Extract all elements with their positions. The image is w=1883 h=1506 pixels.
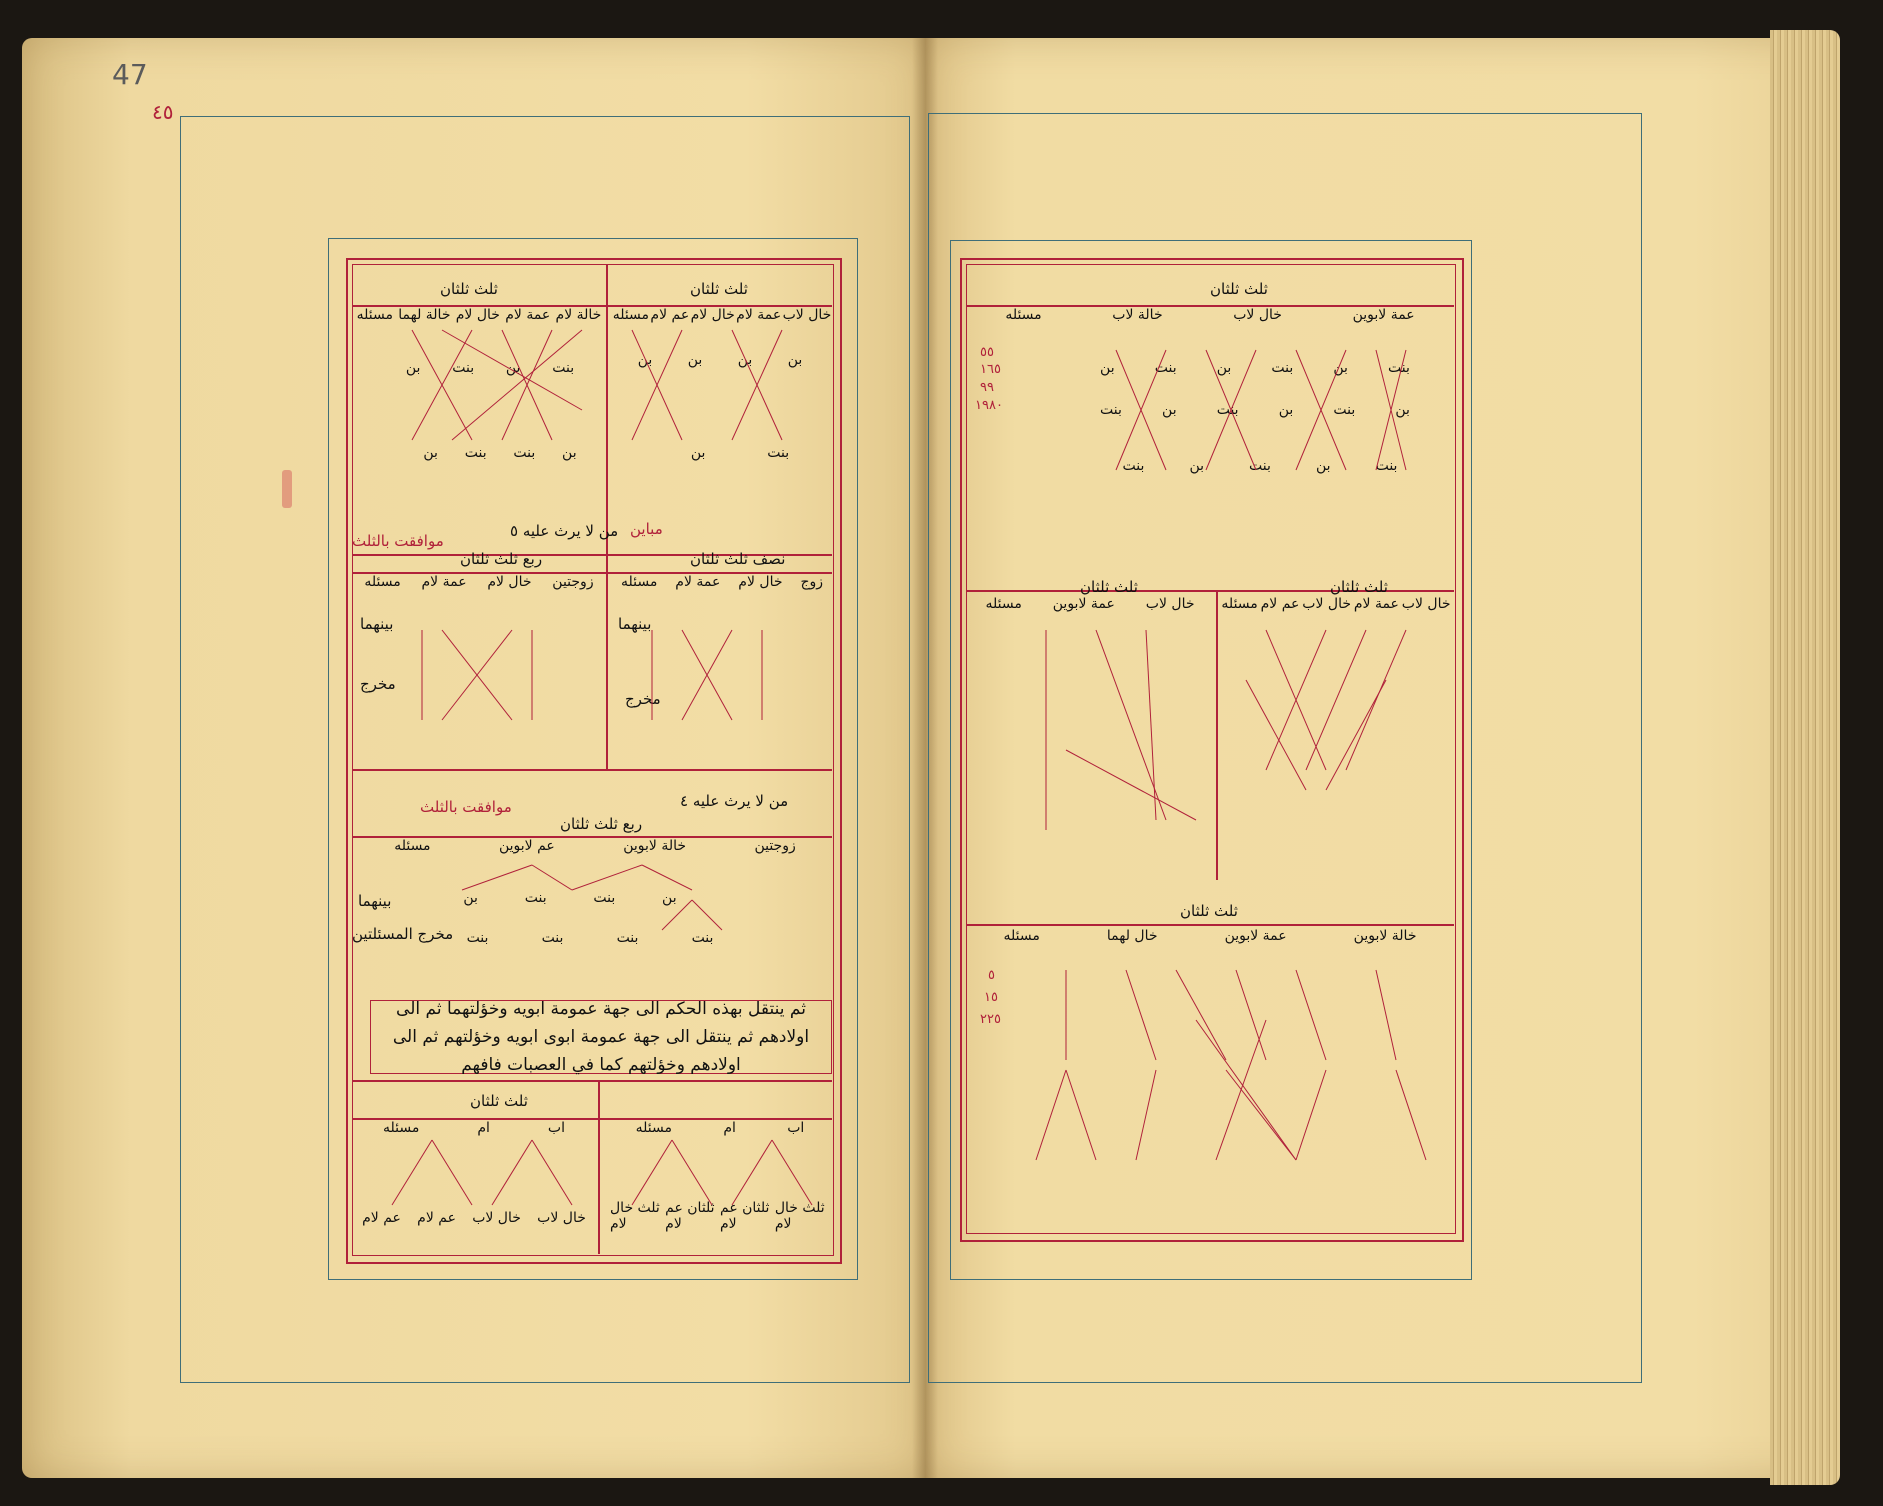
- descendant-label: بنت: [452, 360, 475, 376]
- panel4-right-headers: [610, 1120, 830, 1136]
- heir-label: اب: [787, 1120, 805, 1136]
- heir-label: خال لاب: [1401, 596, 1451, 612]
- rp3-header: ثلث ثلثان: [1180, 902, 1238, 920]
- descendant-label: بنت: [1333, 402, 1356, 418]
- descendant-label: بن: [1278, 402, 1294, 418]
- descendant-label: بن: [737, 352, 753, 368]
- note-mubayin: مباين: [630, 520, 663, 538]
- rp1-heirs: [970, 307, 1450, 323]
- rp2-bottom-line: [966, 924, 1454, 926]
- descendant-label: بنت: [593, 890, 616, 906]
- heir-label: عم لابوين: [498, 838, 555, 854]
- panel4-left-headers: [354, 1120, 594, 1136]
- descendant-label: بن: [1216, 360, 1232, 376]
- heir-label: عمة لابوين: [1224, 928, 1287, 944]
- descendant-label: عم لام: [362, 1210, 401, 1226]
- descendant-label: بنت: [1375, 458, 1398, 474]
- heir-label: خالة لابوين: [1353, 928, 1417, 944]
- descendant-label: بن: [405, 360, 421, 376]
- heir-label: عمة لام: [675, 574, 721, 590]
- descendant-label: خال لاب: [472, 1210, 521, 1226]
- descendant-label: ثلث خال لام: [774, 1200, 825, 1232]
- panel1-right-header: ثلث ثلثان: [690, 280, 748, 298]
- heir-label: خال لاب: [1302, 596, 1351, 612]
- descendant-label: بنت: [552, 360, 575, 376]
- heir-label: خالة لهما: [398, 307, 451, 323]
- panel3-header: ربع ثلث ثلثان: [560, 815, 643, 833]
- panel4-top-line: [352, 1080, 832, 1082]
- heir-label: خالة لاب: [1112, 307, 1163, 323]
- heir-label: خال لاب: [1145, 596, 1195, 612]
- folio-number: ٤٥: [152, 100, 174, 124]
- rp3-side-value: ٥: [988, 968, 995, 983]
- descendant-label: بنت: [541, 930, 564, 946]
- panel4-tree-lines: [352, 1135, 832, 1215]
- heir-label: مسئله: [620, 574, 658, 590]
- panel2-right-heirs: [612, 574, 832, 590]
- heir-label: خال لام: [690, 307, 735, 323]
- descendant-label: بن: [662, 890, 677, 906]
- descendant-label: بن: [505, 360, 521, 376]
- panel1-tree-lines: [352, 320, 832, 480]
- rp2-left-heirs: [970, 596, 1210, 612]
- panel2-left-heirs: [354, 574, 604, 590]
- descendant-label: بن: [690, 445, 706, 461]
- heir-label: خال لاب: [782, 307, 832, 323]
- descendant-label: بن: [637, 352, 653, 368]
- rp3-heirs: [970, 928, 1450, 944]
- heir-label: عمة لام: [1353, 596, 1399, 612]
- descendant-label: ثلثان عم لام: [665, 1200, 715, 1232]
- heir-label: مسئله: [1005, 307, 1042, 323]
- descendant-label: بنت: [464, 445, 487, 461]
- panel3-heirs: [360, 838, 830, 854]
- rp1-side-value: ١٩٨٠: [975, 398, 1003, 413]
- descendant-label: بن: [1162, 402, 1177, 418]
- descendant-label: بنت: [1122, 458, 1145, 474]
- descendant-label: بنت: [513, 445, 536, 461]
- descendant-label: بن: [423, 445, 438, 461]
- note-muwafaqat-1: موافقت بالثلث: [352, 532, 444, 550]
- panel3-side-1: بينهما: [358, 892, 392, 910]
- descendant-label: بن: [463, 890, 478, 906]
- descendant-label: بنت: [524, 890, 547, 906]
- heir-label: خالة لابوين: [623, 838, 687, 854]
- panel2-right-header: نصف ثلث ثلثان: [690, 550, 786, 568]
- descendant-label: بن: [1315, 458, 1331, 474]
- descendant-label: بنت: [1216, 402, 1239, 418]
- descendant-label: بنت: [691, 930, 714, 946]
- descendant-label: بن: [787, 352, 803, 368]
- panel2-right-side-1: بينهما: [618, 615, 652, 633]
- heir-label: ام: [477, 1120, 490, 1136]
- heir-label: عمة لام: [421, 574, 467, 590]
- descendant-label: بن: [1395, 402, 1410, 418]
- heir-label: مسئله: [1003, 928, 1040, 944]
- pencil-page-number: 47: [112, 58, 148, 91]
- heir-label: خالة لام: [555, 307, 602, 323]
- rp1-side-value: ٥٥: [980, 345, 994, 360]
- descendant-label: بنت: [616, 930, 639, 946]
- page-edges: [1770, 30, 1840, 1485]
- heir-label: خال لاب: [1233, 307, 1282, 323]
- heir-label: مسئله: [985, 596, 1022, 612]
- heir-label: اب: [547, 1120, 565, 1136]
- descendant-label: بنت: [1100, 402, 1122, 418]
- heir-label: عمة لام: [736, 307, 782, 323]
- heir-label: عمة لام: [505, 307, 551, 323]
- descendant-label: بنت: [767, 445, 790, 461]
- heir-label: عمة لابوين: [1352, 307, 1415, 323]
- boxed-note: [370, 1000, 832, 1074]
- rp1-header: ثلث ثلثان: [1210, 280, 1268, 298]
- heir-label: مسئله: [356, 307, 393, 323]
- descendant-label: بنت: [1388, 360, 1410, 376]
- note-la-yarith-2: من لا يرث عليه ٤: [680, 792, 789, 810]
- heir-label: خال لهما: [1106, 928, 1158, 944]
- heir-label: مسئله: [383, 1120, 420, 1136]
- rp2-right-heirs: [1220, 596, 1452, 612]
- descendant-label: بنت: [1249, 458, 1271, 474]
- descendant-label: بنت: [1154, 360, 1177, 376]
- boxed-note-text: ثم ينتقل بهذه الحكم الى جهة عمومة ابويه وخؤلتهما ثم الى اولادهم ثم ينتقل الى جهة عمومة ابوى ابويه وخؤلتهم ثم الى اولادهم وخؤلتهم كما في العصبات فافهم: [392, 999, 810, 1075]
- heir-label: زوجتين: [754, 838, 796, 854]
- heir-label: عمة لابوين: [1052, 596, 1115, 612]
- descendant-label: خال لاب: [537, 1210, 586, 1226]
- heir-label: مسئله: [364, 574, 401, 590]
- heir-label: مسئله: [394, 838, 431, 854]
- rp1-side-value: ٩٩: [980, 380, 994, 395]
- heir-label: خال لام: [455, 307, 500, 323]
- descendant-label: بن: [1189, 458, 1204, 474]
- descendant-label: عم لام: [417, 1210, 456, 1226]
- panel3-tree-lines: [352, 860, 832, 980]
- panel1-left-header: ثلث ثلثان: [440, 280, 498, 298]
- panel2-left-side-1: بينهما: [360, 615, 394, 633]
- heir-label: مسئله: [635, 1120, 673, 1136]
- panel2-tree-lines: [352, 600, 832, 760]
- rp1-tree-lines: [966, 330, 1454, 510]
- heir-label: ام: [723, 1120, 736, 1136]
- red-stamp-mark: [282, 470, 292, 508]
- rp3-side-value: ٢٢٥: [980, 1012, 1001, 1027]
- note-muwafaqat-2: موافقت بالثلث: [420, 798, 512, 816]
- rp2-right-header: ثلث ثلثان: [1330, 578, 1388, 596]
- heir-label: زوج: [800, 574, 824, 590]
- rp3-tree-lines: [966, 960, 1454, 1220]
- descendant-label: بن: [687, 352, 703, 368]
- panel4-left-header: ثلث ثلثان: [470, 1092, 528, 1110]
- heir-label: مسئله: [612, 307, 650, 323]
- panel2-left-side-2: مخرج: [360, 675, 396, 693]
- heir-label: زوجتين: [552, 574, 594, 590]
- note-la-yarith: من لا يرث عليه ٥: [510, 522, 619, 540]
- heir-label: عم لام: [1260, 596, 1300, 612]
- descendant-label: ثلثان عم لام: [720, 1200, 770, 1232]
- descendant-label: بن: [1100, 360, 1115, 376]
- descendant-label: بن: [1333, 360, 1348, 376]
- panel2-right-side-2: مخرج: [625, 690, 661, 708]
- rp2-left-header: ثلث ثلثان: [1080, 578, 1138, 596]
- heir-label: مسئله: [1221, 596, 1258, 612]
- descendant-label: بن: [562, 445, 577, 461]
- descendant-label: بنت: [466, 930, 489, 946]
- panel2-left-header: ربع ثلث ثلثان: [460, 550, 543, 568]
- rp2-tree-lines: [966, 620, 1454, 860]
- panel3-side-2: مخرج المسئلتين: [352, 925, 454, 943]
- rp3-side-value: ١٥: [984, 990, 998, 1005]
- heir-label: عم لام: [650, 307, 690, 323]
- panel2-bottom-line: [352, 769, 832, 771]
- heir-label: خال لام: [487, 574, 532, 590]
- rp1-side-value: ١٦٥: [980, 362, 1001, 377]
- descendant-label: ثلث خال لام: [610, 1200, 660, 1232]
- descendant-label: بنت: [1271, 360, 1294, 376]
- heir-label: خال لام: [738, 574, 783, 590]
